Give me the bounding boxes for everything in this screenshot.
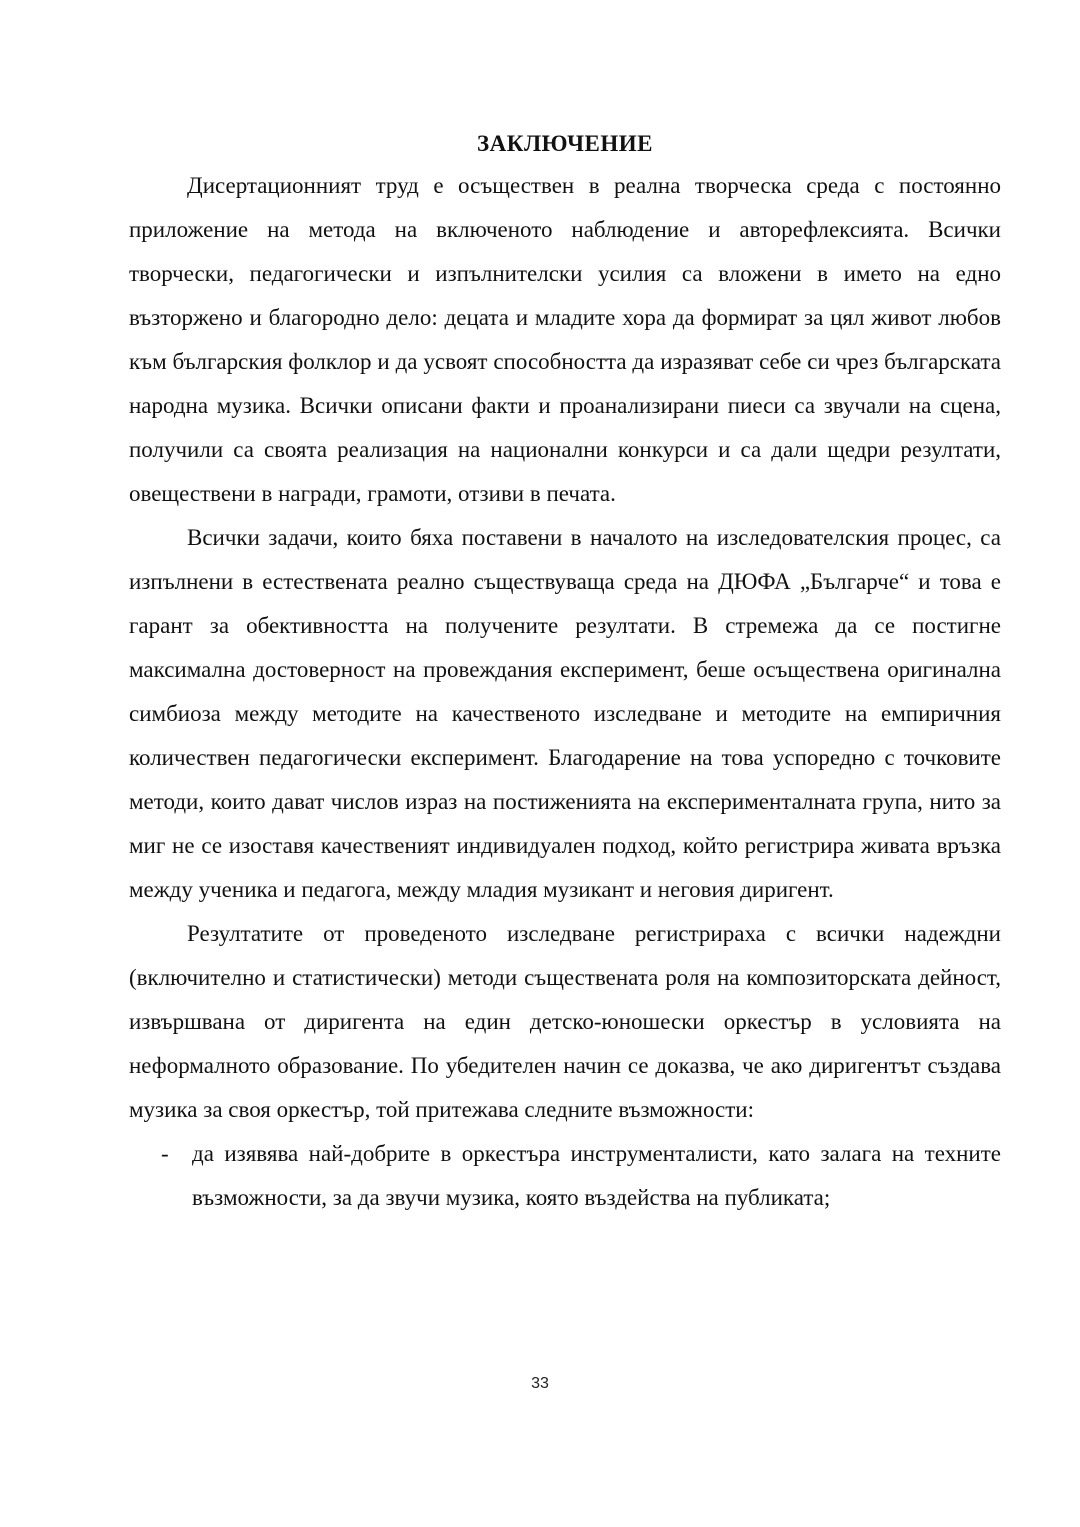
section-title: ЗАКЛЮЧЕНИЕ — [477, 131, 653, 156]
bullet-text: да изявява най-добрите в оркестъра инструменталисти, като залага на техните възможности, за да звучи музика, която въздейства на публиката; — [192, 1141, 1001, 1210]
paragraph-2: Всички задачи, които бяха поставени в началото на изследователския процес, са изпълнени в естествената реално съществуваща среда на ДЮФА „Българче“ и това е гарант за обективността на получените резултати. В стремежа да се постигне максимална достоверност на провеждания експеримент, беше осъществена оригинална симбиоза между методите на качественото изследване и методите на емпиричния количествен педагогически експеримент. Благодарение на това успоредно с точковите методи, които дават числов израз на постиженията на експерименталната група, нито за миг не се изоставя качественият индивидуален подход, който регистрира живата връзка между ученика и педагога, между младия музикант и неговия диригент. — [129, 525, 1001, 902]
bullet-list — [129, 1132, 1001, 1220]
paragraph-1: Дисертационният труд е осъществен в реална творческа среда с постоянно приложение на метода на включеното наблюдение и авторефлексията. Всички творчески, педагогически и изпълнителски усилия са вложени в името на едно възторжено и благородно дело: децата и младите хора да формират за цял живот любов към българския фолклор и да усвоят способността да изразяват себе си чрез българската народна музика. Всички описани факти и проанализирани пиеси са звучали на сцена, получили са своята реализация на национални конкурси и са дали щедри резултати, овеществени в награди, грамоти, отзиви в печата. — [129, 173, 1001, 506]
bullet-marker: - — [161, 1141, 169, 1166]
paragraph-3: Резултатите от проведеното изследване регистрираха с всички надеждни (включително и статистически) методи съществената роля на композиторската дейност, извършвана от диригента на един детско-юношески оркестър в условията на неформалното образование. По убедителен начин се доказва, че ако диригентът създава музика за своя оркестър, той притежава следните възможности: — [129, 921, 1001, 1122]
page-number: 33 — [531, 1375, 549, 1392]
page-content — [129, 124, 1001, 1220]
bullet-item — [129, 1132, 1001, 1220]
